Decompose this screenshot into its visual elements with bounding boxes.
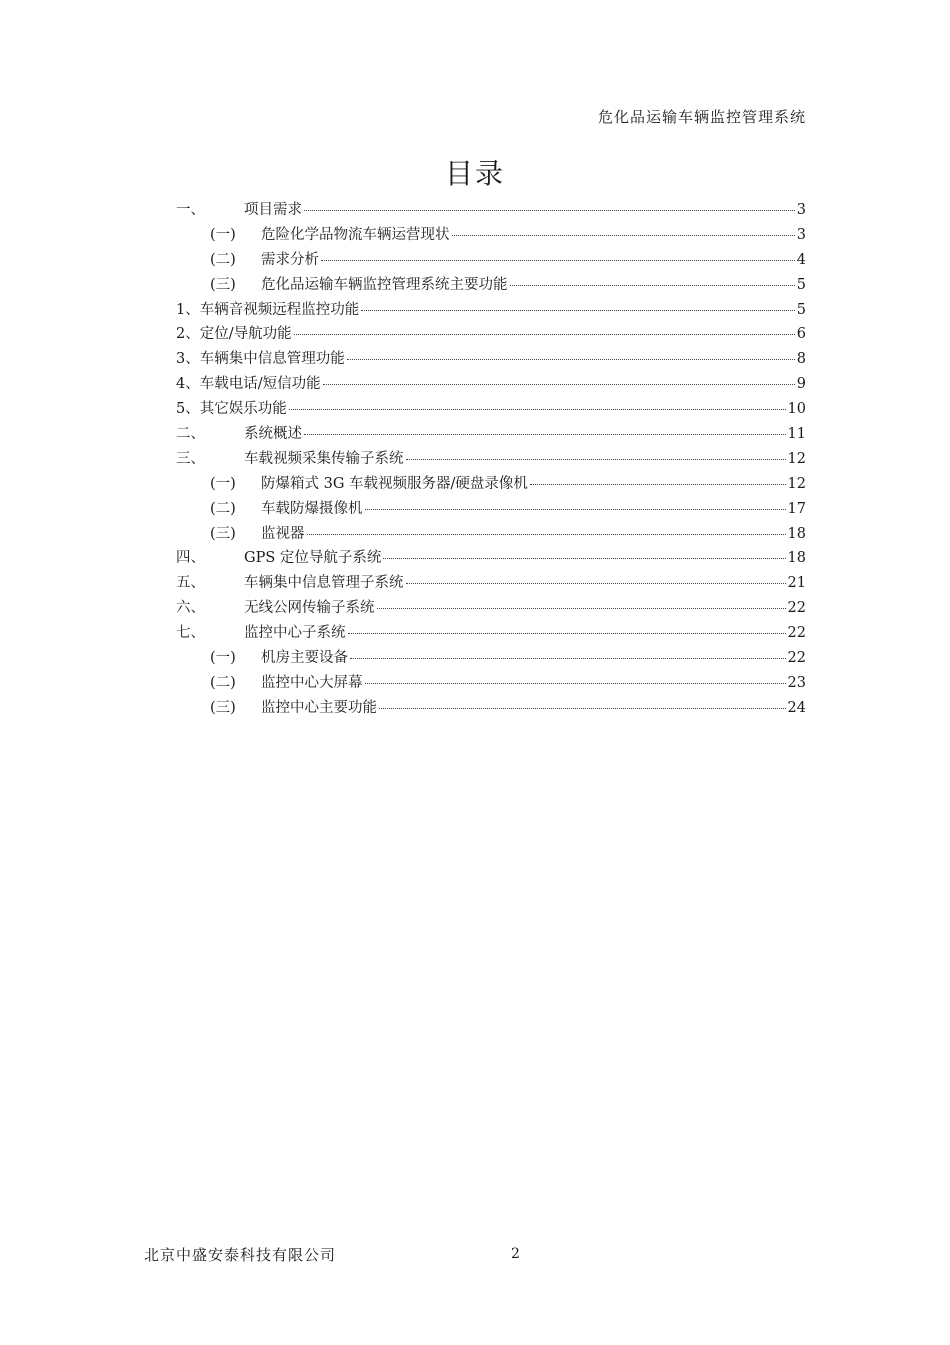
toc-entry[interactable] <box>176 571 806 596</box>
toc-dot-leader <box>347 359 795 360</box>
toc-dot-leader <box>406 583 786 584</box>
running-header-title: 危化品运输车辆监控管理系统 <box>597 108 806 126</box>
toc-entry[interactable] <box>176 646 806 671</box>
toc-dot-leader <box>379 708 786 709</box>
toc-entry-number: (一) <box>210 226 236 243</box>
toc-entry-label: 监控中心主要功能 <box>261 699 377 716</box>
toc-entry-page: 9 <box>796 376 806 393</box>
toc-entry-page: 23 <box>787 674 806 691</box>
toc-entry[interactable] <box>176 696 806 721</box>
toc-entry-number: (二) <box>210 674 236 691</box>
toc-entry-label: 车载防爆摄像机 <box>261 500 363 517</box>
toc-entry-label: 危化品运输车辆监控管理系统主要功能 <box>261 276 508 293</box>
toc-entry[interactable] <box>176 248 806 273</box>
toc-entry[interactable] <box>176 447 806 472</box>
toc-entry-label: 防爆箱式 3G 车载视频服务器/硬盘录像机 <box>261 475 528 492</box>
toc-entry-number: (三) <box>210 525 236 542</box>
toc-entry-label: 机房主要设备 <box>261 650 348 667</box>
toc-entry-number: 一、 <box>176 202 205 218</box>
toc-entry[interactable] <box>176 497 806 522</box>
toc-entry-page: 24 <box>787 699 806 716</box>
toc-entry-number: 二、 <box>176 426 205 443</box>
toc-entry[interactable] <box>176 671 806 696</box>
toc-entry-number: 四、 <box>176 550 205 567</box>
toc-entry-page: 21 <box>787 575 806 592</box>
toc-entry-number: 七、 <box>176 625 205 642</box>
toc-entry-number: (三) <box>210 276 236 293</box>
toc-entry-label: 车载电话/短信功能 <box>199 376 321 393</box>
toc-entry-label: 需求分析 <box>261 251 319 268</box>
toc-dot-leader <box>321 260 795 261</box>
toc-entry-label: 无线公网传输子系统 <box>244 600 375 617</box>
toc-entry[interactable] <box>176 372 806 397</box>
toc-entry-number: (二) <box>210 251 236 268</box>
toc-entry-page: 18 <box>787 525 806 542</box>
toc-dot-leader <box>307 534 786 535</box>
toc-entry-label: 定位/导航功能 <box>199 326 292 343</box>
toc-dot-leader <box>350 658 786 659</box>
toc-dot-leader <box>348 633 786 634</box>
toc-entry-page: 22 <box>787 600 806 617</box>
toc-dot-leader <box>323 384 795 385</box>
table-of-contents <box>176 198 806 721</box>
toc-entry-label: 车辆音视频远程监控功能 <box>199 301 360 318</box>
toc-entry-label: 系统概述 <box>244 426 302 443</box>
toc-dot-leader <box>383 558 785 559</box>
toc-entry[interactable] <box>176 347 806 372</box>
toc-entry-label: GPS 定位导航子系统 <box>244 550 382 567</box>
toc-entry[interactable] <box>176 322 806 347</box>
toc-entry[interactable] <box>176 596 806 621</box>
toc-entry-page: 22 <box>787 625 806 642</box>
toc-entry[interactable] <box>176 522 806 547</box>
footer-company-name: 北京中盛安泰科技有限公司 <box>144 1246 337 1264</box>
toc-dot-leader <box>452 235 795 236</box>
toc-entry-label: 车辆集中信息管理子系统 <box>244 575 404 592</box>
toc-entry-page: 4 <box>796 251 806 268</box>
toc-dot-leader <box>530 484 786 485</box>
toc-entry-number: 三、 <box>176 450 205 467</box>
toc-entry[interactable] <box>176 198 806 223</box>
toc-entry-number: 4、 <box>176 376 200 393</box>
toc-entry-number: 1、 <box>176 301 200 318</box>
toc-entry[interactable] <box>176 546 806 571</box>
toc-entry-page: 6 <box>796 326 806 343</box>
toc-entry-page: 22 <box>787 650 806 667</box>
toc-entry-number: 2、 <box>176 326 200 343</box>
toc-entry[interactable] <box>176 223 806 248</box>
toc-entry-number: (二) <box>210 500 236 517</box>
toc-entry-number: 五、 <box>176 575 205 592</box>
toc-dot-leader <box>377 608 786 609</box>
toc-entry-page: 18 <box>787 550 806 567</box>
toc-entry-number: 六、 <box>176 600 205 617</box>
toc-entry-label: 监控中心子系统 <box>244 625 346 642</box>
toc-entry[interactable] <box>176 397 806 422</box>
toc-entry-label: 车辆集中信息管理功能 <box>199 351 345 368</box>
toc-entry-label: 项目需求 <box>244 202 302 218</box>
toc-dot-leader <box>289 409 786 410</box>
toc-dot-leader <box>406 459 786 460</box>
toc-entry-label: 其它娱乐功能 <box>199 401 287 418</box>
toc-entry-label: 监控中心大屏幕 <box>261 674 363 691</box>
toc-dot-leader <box>365 683 786 684</box>
toc-entry-page: 17 <box>787 500 806 517</box>
toc-entry-page: 12 <box>787 475 806 492</box>
toc-entry-number: 5、 <box>176 401 200 418</box>
toc-entry-number: (三) <box>210 699 236 716</box>
toc-dot-leader <box>510 285 795 286</box>
toc-entry[interactable] <box>176 298 806 323</box>
toc-entry-page: 3 <box>796 202 806 218</box>
toc-dot-leader <box>361 310 795 311</box>
toc-entry[interactable] <box>176 621 806 646</box>
toc-entry-label: 监视器 <box>261 525 305 542</box>
toc-entry-number: (一) <box>210 475 236 492</box>
toc-entry-page: 11 <box>787 426 806 443</box>
toc-entry-label: 危险化学品物流车辆运营现状 <box>261 226 450 243</box>
toc-entry-page: 3 <box>796 226 806 243</box>
toc-dot-leader <box>304 210 795 211</box>
footer-page-number: 2 <box>511 1246 520 1262</box>
toc-entry-label: 车载视频采集传输子系统 <box>244 450 404 467</box>
toc-dot-leader <box>365 509 786 510</box>
toc-heading: 目录 <box>444 157 505 190</box>
toc-entry[interactable] <box>176 472 806 497</box>
toc-entry-number: 3、 <box>176 351 200 368</box>
toc-entry-page: 10 <box>787 401 806 418</box>
toc-entry-number: (一) <box>210 650 236 667</box>
toc-dot-leader <box>304 434 786 435</box>
toc-entry-page: 5 <box>796 276 806 293</box>
toc-dot-leader <box>294 334 795 335</box>
toc-entry[interactable] <box>176 422 806 447</box>
toc-entry-page: 5 <box>796 301 806 318</box>
toc-entry-page: 12 <box>787 450 806 467</box>
toc-entry-page: 8 <box>796 351 806 368</box>
toc-entry[interactable] <box>176 273 806 298</box>
